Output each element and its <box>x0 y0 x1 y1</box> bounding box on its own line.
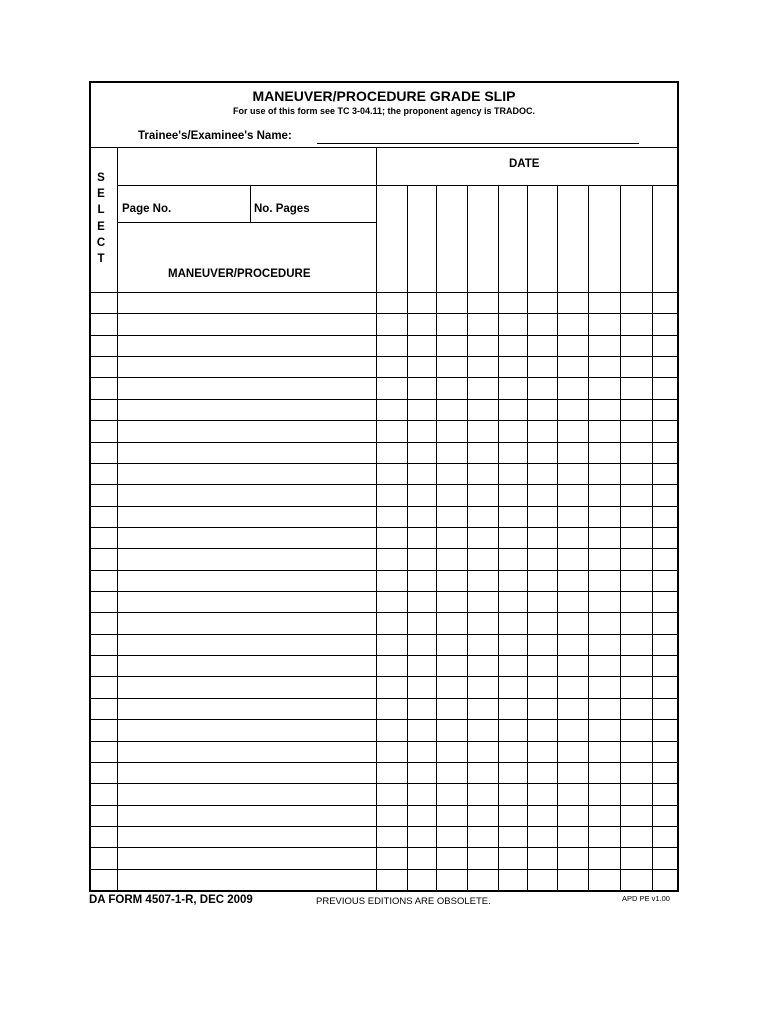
date-column-divider <box>527 185 528 890</box>
date-column-divider <box>407 185 408 890</box>
table-row-line <box>91 335 677 336</box>
table-row-line <box>91 356 677 357</box>
table-row-line <box>91 420 677 421</box>
trainee-name-label: Trainee's/Examinee's Name: <box>138 130 292 142</box>
table-row-line <box>91 655 677 656</box>
no-pages-label: No. Pages <box>254 203 310 215</box>
table-row-line <box>91 719 677 720</box>
table-row-line <box>91 741 677 742</box>
select-letter: L <box>97 204 105 217</box>
select-letter: E <box>97 188 105 201</box>
table-row-line <box>91 869 677 870</box>
form-subtitle: For use of this form see TC 3-04.11; the proponent agency is TRADOC. <box>232 106 536 116</box>
select-letter: C <box>96 236 106 249</box>
maneuver-procedure-header: MANEUVER/PROCEDURE <box>168 268 311 280</box>
page-no-divider <box>250 185 251 222</box>
table-row-line <box>91 676 677 677</box>
table-row-line <box>91 570 677 571</box>
table-row-line <box>91 377 677 378</box>
table-row-line <box>91 484 677 485</box>
date-column-divider <box>588 185 589 890</box>
table-row-line <box>91 506 677 507</box>
table-row-line <box>91 548 677 549</box>
table-row-line <box>91 826 677 827</box>
table-row-line <box>91 612 677 613</box>
table-row-line <box>91 634 677 635</box>
page-row-top <box>117 185 376 186</box>
table-row-line <box>91 399 677 400</box>
table-row-line <box>91 762 677 763</box>
table-row-line <box>91 698 677 699</box>
date-column-divider <box>498 185 499 890</box>
select-column-header <box>91 148 117 292</box>
version-label: APD PE v1.00 <box>622 894 670 903</box>
table-row-line <box>91 527 677 528</box>
maneuver-date-divider <box>376 148 377 890</box>
table-row-line <box>91 313 677 314</box>
table-row-line <box>91 783 677 784</box>
obsolete-notice: PREVIOUS EDITIONS ARE OBSOLETE. <box>316 896 491 907</box>
select-divider <box>117 148 118 890</box>
trainee-name-field[interactable] <box>317 143 639 144</box>
date-column-divider <box>620 185 621 890</box>
grade-slip-form <box>89 81 679 892</box>
select-letter: S <box>97 172 105 184</box>
form-title: MANEUVER/PROCEDURE GRADE SLIP <box>252 88 516 104</box>
date-header: DATE <box>509 158 540 170</box>
table-row-line <box>91 805 677 806</box>
page-no-label: Page No. <box>122 203 172 215</box>
select-letter: E <box>97 220 105 233</box>
table-row-line <box>91 463 677 464</box>
header-divider <box>91 147 677 148</box>
date-column-divider <box>652 185 653 890</box>
date-column-divider <box>557 185 558 890</box>
form-id: DA FORM 4507-1-R, DEC 2009 <box>89 894 253 906</box>
page-row-bottom <box>117 222 376 223</box>
table-row-line <box>91 442 677 443</box>
table-row-line <box>91 591 677 592</box>
date-column-divider <box>467 185 468 890</box>
table-row-line <box>91 847 677 848</box>
date-column-divider <box>436 185 437 890</box>
select-letter: T <box>97 253 105 265</box>
grid-header-bottom <box>91 292 677 293</box>
